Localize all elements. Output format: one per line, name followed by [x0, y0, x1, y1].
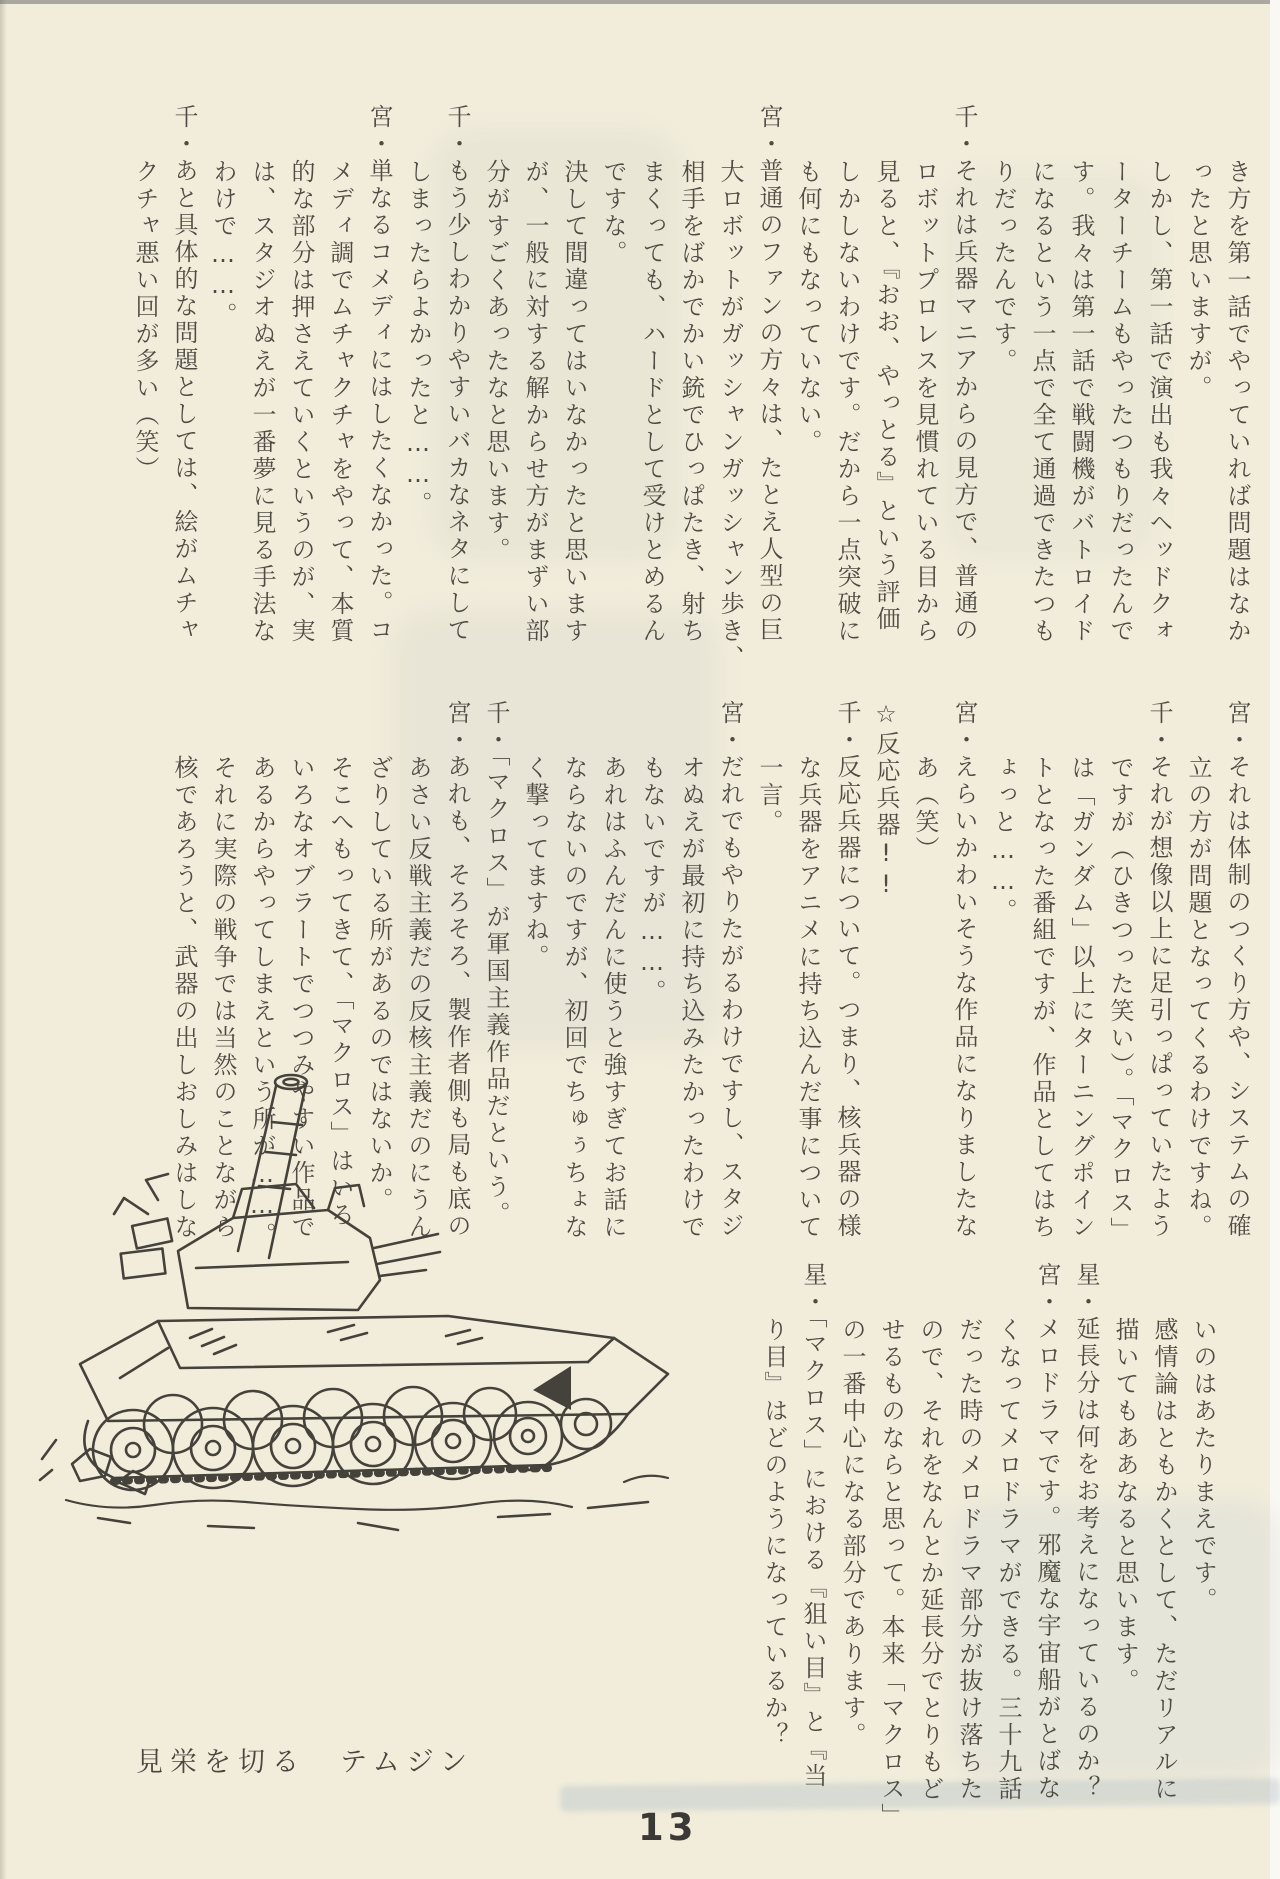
text-column: いのはあたりまえです。 — [1189, 1317, 1217, 1614]
text-column: あれはふんだんに使うと強すぎてお話に — [599, 755, 627, 1241]
text-column: は「ガンダム」以上にターニングポイン — [1067, 755, 1095, 1241]
text-column: ならないのですが、初回でちゅぅちょな — [560, 755, 588, 1241]
text-column: 宮・だれでもやりたがるわけですし、スタジ — [716, 700, 744, 1240]
text-column: 千・それは兵器マニアからの見方で、普通の — [950, 104, 978, 644]
text-column: 描いてもああなると思います。 — [1111, 1317, 1139, 1695]
text-column: 宮・それは体制のつくり方や、システムの確 — [1223, 700, 1251, 1240]
text-column: まくっても、ハードとして受けとめるん — [638, 159, 666, 645]
text-column: りだったんです。 — [989, 159, 1017, 375]
text-column: あ（笑） — [911, 755, 939, 863]
text-column: メディ調でムチャクチャをやって、本質 — [326, 159, 354, 645]
text-column: 宮・メロドラマです。邪魔な宇宙船がとばな — [1033, 1262, 1061, 1802]
text-column: ょっと……。 — [989, 755, 1017, 925]
scan-edge-left — [0, 0, 7, 1879]
text-column: ーターチームもやったつもりだったんで — [1106, 159, 1134, 645]
text-column: しまったらよかったと……。 — [404, 159, 432, 518]
text-column: 宮・普通のファンの方々は、たとえ人型の巨 — [755, 104, 783, 644]
text-column: しかしないわけです。だから一点突破に — [833, 159, 861, 645]
text-column: も何にもなっていない。 — [794, 159, 822, 456]
text-column: になるという一点で全て通過できたつも — [1028, 159, 1056, 645]
text-column: 宮・単なるコメディにはしたくなかった。コ — [365, 104, 393, 644]
text-column: 感情論はともかくとして、ただリアルに — [1150, 1317, 1178, 1803]
text-column: 相手をばかでかい銃でひっぱたき、射ち — [677, 159, 705, 645]
text-column: 宮・えらいかわいそうな作品になりましたな — [950, 700, 978, 1240]
page-number: 13 — [638, 1806, 698, 1849]
text-column: ですが（ひきつった笑い）。「マクロス」 — [1106, 755, 1134, 1244]
text-column: 立の方が問題となってくるわけですね。 — [1184, 755, 1212, 1241]
scan-edge-right — [1270, 0, 1280, 1879]
text-column: く撃ってますね。 — [521, 755, 549, 971]
text-column: 星・「マクロス」における『狙い目』と『当 — [799, 1262, 827, 1790]
text-column: せるものならと思って。本来「マクロス」 — [877, 1317, 905, 1830]
text-column: が、一般に対する解からせ方がまずい部 — [521, 159, 549, 645]
tank-illustration — [28, 1068, 688, 1748]
text-column: そこへもってきて、「マクロス」はいろ — [326, 755, 354, 1229]
text-column: 見ると、『おお、やっとる』という評価 — [872, 159, 900, 633]
text-column: 宮・あれも、そろそろ、製作者側も局も底の — [443, 700, 471, 1240]
text-column: もないですが……。 — [638, 755, 666, 1006]
text-column: ロボットプロレスを見慣れている目から — [911, 159, 939, 645]
scan-edge-top — [0, 0, 1280, 4]
text-column: わけで……。 — [209, 159, 237, 329]
text-column: な兵器をアニメに持ち込んだ事について — [794, 755, 822, 1241]
text-column: 大ロボットがガッシャンガッシャン歩き、 — [716, 159, 744, 672]
text-column: 千・反応兵器について。つまり、核兵器の様 — [833, 700, 861, 1240]
text-column: 一言。 — [755, 755, 783, 836]
text-column: オぬえが最初に持ち込みたかったわけで — [677, 755, 705, 1241]
section-heading: ☆反応兵器!! — [872, 700, 900, 901]
text-column: ですな。 — [599, 159, 627, 267]
text-column: 千・あと具体的な問題としては、絵がムチャ — [170, 104, 198, 644]
text-column: の一番中心になる部分であります。 — [838, 1317, 866, 1749]
text-column: は、スタジオぬえが一番夢に見る手法な — [248, 159, 276, 645]
text-column: あるからやってしまえという所が……。 — [248, 755, 276, 1249]
text-column: 千・それが想像以上に足引っぱっていたよう — [1145, 700, 1173, 1240]
text-column: 決して間違ってはいなかったと思います — [560, 159, 588, 645]
illustration-caption: 見栄を切る テムジン — [136, 1747, 474, 1778]
text-column: あさい反戦主義だの反核主義だのにうん — [404, 755, 432, 1241]
text-column: 星・延長分は何をお考えになっているのか？ — [1072, 1262, 1100, 1802]
text-column: り目』はどのようになっているか？ — [760, 1317, 788, 1749]
text-column: ざりしている所があるのではないか。 — [365, 755, 393, 1214]
text-column: しかし、第一話で演出も我々ヘッドクォ — [1145, 159, 1173, 645]
text-column: 核であろうと、武器の出しおしみはしな — [170, 755, 198, 1241]
interview-band-bottom — [754, 1262, 1222, 1830]
text-column: それに実際の戦争では当然のことながら — [209, 755, 237, 1241]
text-column: いろなオブラートでつつみやすい作品で — [287, 755, 315, 1241]
text-column: き方を第一話でやっていれば問題はなか — [1223, 159, 1251, 645]
interview-band-top — [125, 104, 1256, 672]
text-column: だった時のメロドラマ部分が抜け落ちた — [955, 1317, 983, 1803]
text-column: ったと思いますが。 — [1184, 159, 1212, 402]
text-column: 的な部分は押さえていくというのが、実 — [287, 159, 315, 645]
text-column: 分がすごくあったなと思います。 — [482, 159, 510, 564]
text-column: ので、それをなんとか延長分でとりもど — [916, 1317, 944, 1803]
text-column: 千・もう少しわかりやすいバカなネタにして — [443, 104, 471, 644]
text-column: くなってメロドラマができる。三十九話 — [994, 1317, 1022, 1803]
text-column: トとなった番組ですが、作品としてはち — [1028, 755, 1056, 1241]
text-column: クチャ悪い回が多い（笑） — [131, 159, 159, 483]
text-column: す。我々は第一話で戦闘機がバトロイド — [1067, 159, 1095, 645]
text-column: 千・「マクロス」が軍国主義作品だという。 — [482, 700, 510, 1228]
